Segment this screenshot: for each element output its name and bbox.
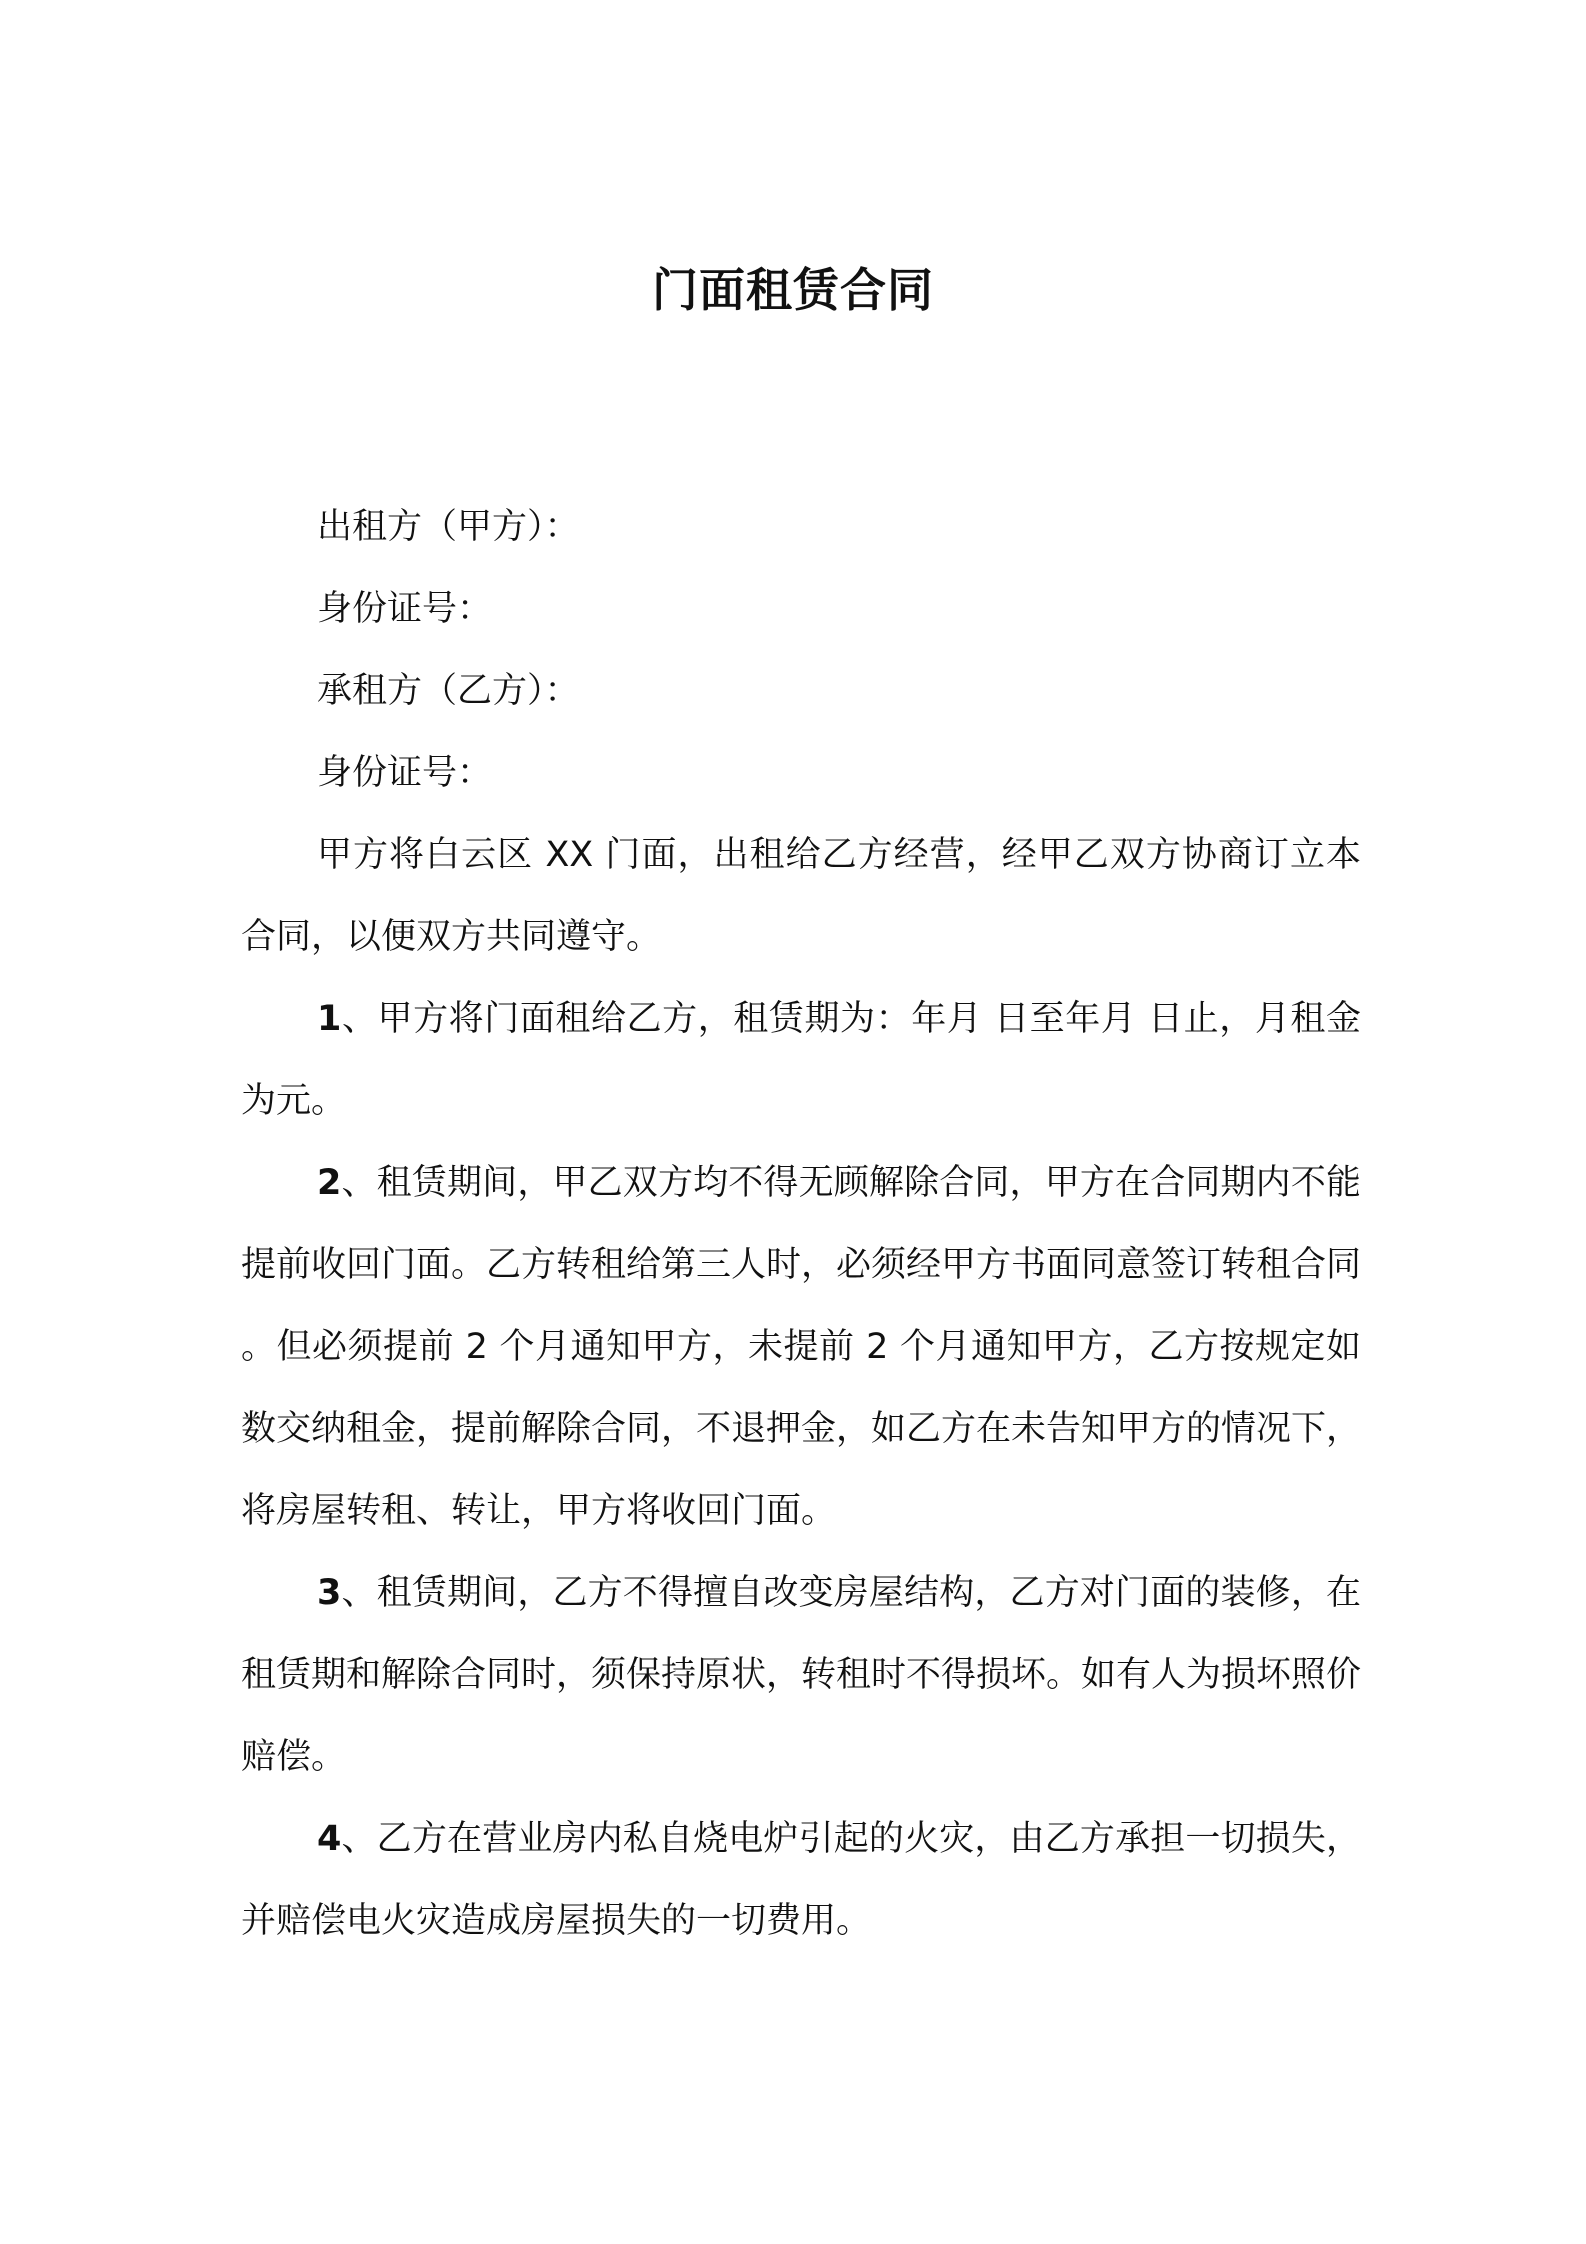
clause-number: 2 (317, 1163, 342, 1203)
clause-number: 4 (317, 1819, 342, 1859)
lessor-field: 出租方（甲方）： (317, 507, 580, 547)
clause-1 (241, 978, 1361, 1142)
clause-text: 、租赁期间，甲乙双方均不得无顾解除合同，甲方在合同期内不能提前收回门面。乙方转租给第三人时，必须经甲方书面同意签订转租合同。但必须提前 2 个月通知甲方，未提前 2 个月通知甲方，乙方按规定如数交纳租金，提前解除合同，不退押金，如乙方在未告知甲方的情况下，将房屋转租、转让，甲方将收回门面。 (241, 1163, 1362, 1531)
clause-4 (241, 1798, 1361, 1962)
document-title: 门面租赁合同 (652, 263, 934, 317)
clause-text: 、租赁期间，乙方不得擅自改变房屋结构，乙方对门面的装修，在租赁期和解除合同时，须保持原状，转租时不得损坏。如有人为损坏照价赔偿。 (241, 1573, 1362, 1777)
lessee-id-field: 身份证号： (317, 753, 493, 793)
clause-number: 3 (317, 1573, 342, 1613)
lessee-field: 承租方（乙方）： (317, 671, 580, 711)
clause-number: 1 (317, 999, 342, 1039)
clause-text: 、乙方在营业房内私自烧电炉引起的火灾，由乙方承担一切损失，并赔偿电火灾造成房屋损失的一切费用。 (241, 1819, 1361, 1941)
clause-2 (241, 1142, 1361, 1552)
intro-paragraph: 甲方将白云区 XX 门面，出租给乙方经营，经甲乙双方协商订立本合同，以便双方共同遵守。 (241, 835, 1361, 957)
document-body (241, 486, 1361, 1962)
clause-3 (241, 1552, 1361, 1798)
clause-text: 、甲方将门面租给乙方，租赁期为：年月 日至年月 日止，月租金为元。 (241, 999, 1361, 1121)
lessor-id-field: 身份证号： (317, 589, 493, 629)
